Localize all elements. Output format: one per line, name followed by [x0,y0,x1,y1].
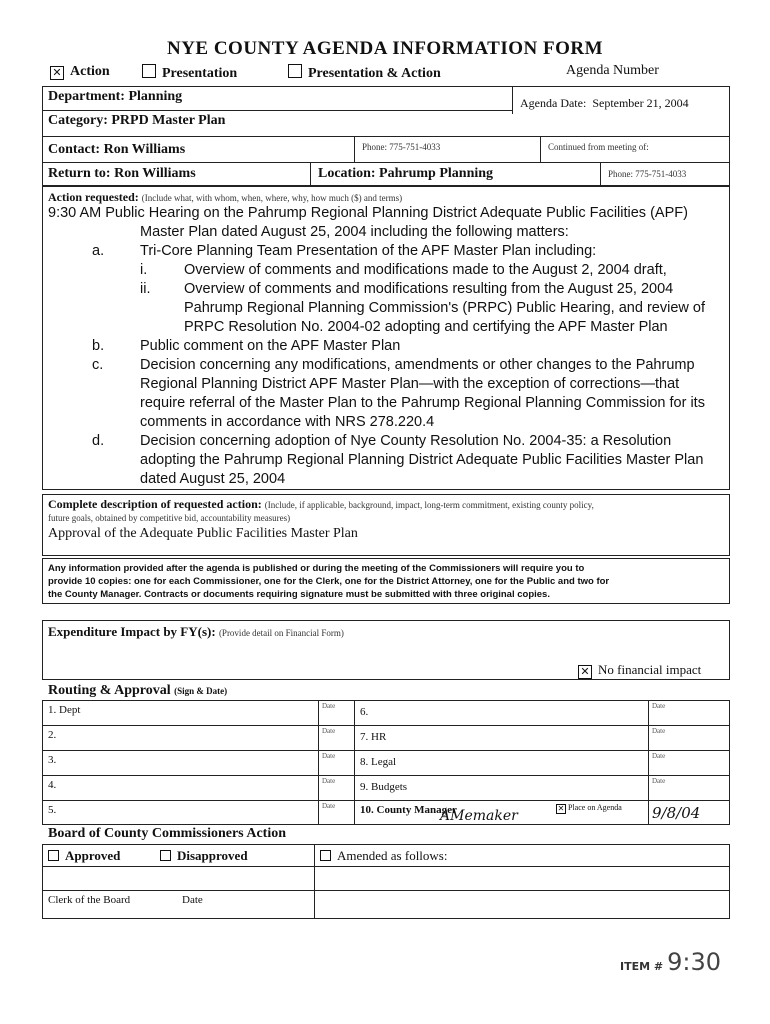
clerk-of-board: Clerk of the Board [48,894,131,906]
presentation-checkbox[interactable] [142,64,156,78]
route-1: 1. Dept [48,704,81,716]
option-presentation[interactable]: Presentation [142,64,237,82]
route-8: 8. Legal [360,756,397,768]
action-checkbox[interactable]: ✕ [50,66,64,80]
date-label-3: Date [322,752,336,760]
form-title: NYE COUNTY AGENDA INFORMATION FORM [166,38,604,59]
option-action[interactable]: ✕ Action [50,64,110,80]
route-9: 9. Budgets [360,781,408,793]
route-6: 6. [360,706,369,718]
presentation-action-checkbox[interactable] [288,64,302,78]
board-disapproved[interactable]: Disapproved [160,848,248,864]
return-phone: Phone: 775-751-4033 [608,169,687,179]
category: Category: PRPD Master Plan [48,113,226,128]
approved-checkbox[interactable] [48,850,59,861]
agenda-number-label: Agenda Number [566,63,659,78]
route-4: 4. [48,779,57,791]
action-item-a-i: i. Overview of comments and modifications made to the August 2, 2004 draft, [140,262,667,278]
action-item-b: b. Public comment on the APF Master Plan [92,338,401,354]
date-label-7: Date [652,727,666,735]
complete-description-note: future goals, obtained by competitive bid, accountability measures) [48,513,291,523]
action-item-c: c. Decision concerning any modifications, amendments or other changes to the Pahrump Regional Planning District APF Master Plan—with the exception of corrections—that require referral of the Master Plan to the Pahrump Regional Planning Commission for its comments in accordance with NRS 278.220.4 [92,357,705,430]
date-label-1: Date [322,702,336,710]
return-to: Return to: Ron Williams [48,166,196,181]
action-item-a-ii: ii. Overview of comments and modifications resulting from the August 25, 2004 Pahrump Regional Planning Commission's (PRPC) Public Hearing, and review of PRPC Resolution No. 2004-02 adopting and certifying the APF Master Plan [140,281,705,335]
date-label-9: Date [652,777,666,785]
action-text: 9:30 AM Public Hearing on the Pahrump Regional Planning District Adequate Public Facilities (APF) Master Plan dated August 25, 2004 including the following matters: a. Tri-Core Planning Team Presentation of the APF Master Plan including: i. Overview of comments and modifications made to the August 2, 2004 draft, ii. Overview of comments and modifications resulting from the August 25, 2004 Pahrump Regional Planning Commission's (PRPC) Public Hearing, and review of PRPC Resolution No. 2004-02 adopting and certifying the APF Master Plan b. Public comment on the APF Master Plan c. Decision concerning any modifications, amendments or other changes to the Pahrump Regional Planning District APF Master Plan—with the exception of corrections—that require referral of the Master Plan to the Pahrump Regional Planning Commission for its comments in accordance with NRS 278.220.4 d. Decision concerning adoption of Nye County Resolution No. 2004-35: a Resolution adopting the Pahrump Regional Planning District Adequate Public Facilities Master Plan dated August 25, 2004 [48,204,738,489]
route-7: 7. HR [360,731,387,743]
board-label: Board of County Commissioners Action [48,826,287,841]
location: Location: Pahrump Planning [318,166,494,181]
disapproved-checkbox[interactable] [160,850,171,861]
contact-phone: Phone: 775-751-4033 [362,142,441,152]
route-10: 10. County Manager [360,804,457,816]
option-presentation-action[interactable]: Presentation & Action [288,64,441,82]
agenda-date: Agenda Date: September 21, 2004 [520,96,689,110]
expenditure-label: Expenditure Impact by FY(s): (Provide detail on Financial Form) [48,624,344,639]
department: Department: Planning [48,89,183,104]
complete-description-text: Approval of the Adequate Public Facilities Master Plan [48,526,358,541]
date-label-6: Date [652,702,666,710]
action-requested-label: Action requested: (Include what, with whom, when, where, why, how much ($) and terms) [48,190,403,204]
county-manager-signature: AMemaker [440,808,518,824]
board-amended[interactable]: Amended as follows: [320,848,447,864]
no-impact-checkbox[interactable]: ✕ [578,665,592,679]
item-stamp: ITEM # 9:30 [620,948,722,976]
action-item-a: a. Tri-Core Planning Team Presentation of the APF Master Plan including: [92,243,597,259]
clerk-date: Date [182,894,203,906]
place-on-agenda[interactable]: ✕ Place on Agenda [557,803,622,813]
action-item-d: d. Decision concerning adoption of Nye County Resolution No. 2004-35: a Resolution adopting the Pahrump Regional Planning District Adequate Public Facilities Master Plan dated August 25, 2004 [92,433,704,487]
continued-from: Continued from meeting of: [548,142,649,152]
contact: Contact: Ron Williams [48,142,186,157]
place-on-agenda-checkbox[interactable]: ✕ [557,804,565,813]
routing-label: Routing & Approval (Sign & Date) [48,683,228,698]
signed-date: 9/8/04 [652,804,701,822]
route-3: 3. [48,754,57,766]
date-label-5: Date [322,802,336,810]
amended-checkbox[interactable] [320,850,331,861]
notice-text: Any information provided after the agenda is published or during the meeting of the Commissioners will require you to provide 10 copies: one for each Commissioner, one for the Clerk, one for the District Attorney, one for the Public and two for the County Manager. Contracts or documents requiring signature must be submitted with three original copies. [48,563,610,600]
no-financial-impact[interactable]: ✕ No financial impact [578,662,701,679]
route-2: 2. [48,729,57,741]
board-approved[interactable]: Approved [48,848,120,864]
date-label-4: Date [322,777,336,785]
date-label-8: Date [652,752,666,760]
route-5: 5. [48,804,57,816]
complete-description-label: Complete description of requested action: (Include, if applicable, background, impact, long-term commitment, existing county policy, [48,497,594,511]
date-label-2: Date [322,727,336,735]
